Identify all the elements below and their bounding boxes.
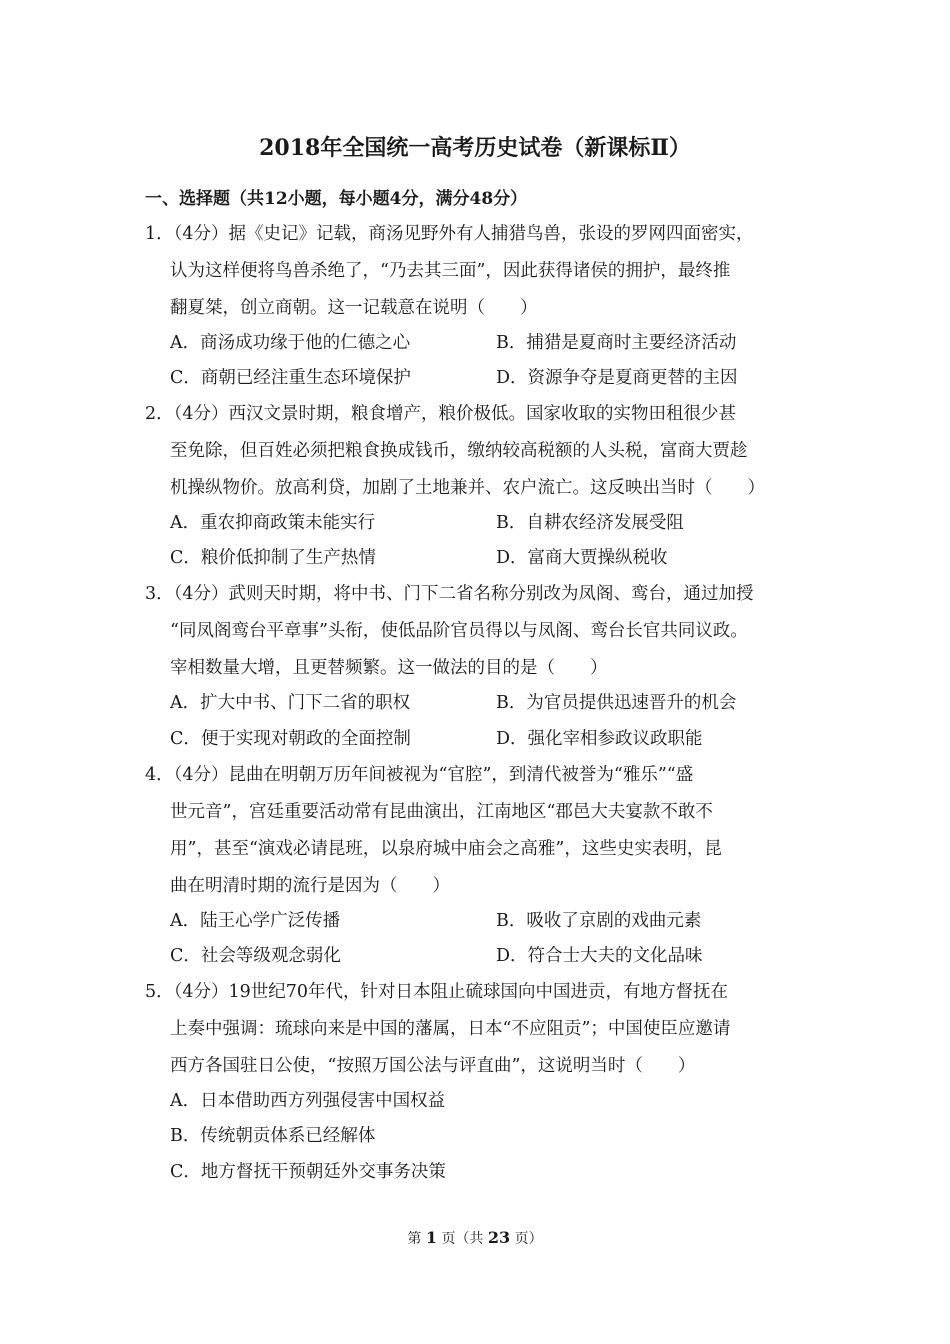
question-1-line-1: 1．（4分）据《史记》记载，商汤见野外有人捕猎鸟兽，张设的罗网四面密实， [145,224,754,244]
question-4-line-2: 世元音”，宫廷重要活动常有昆曲演出，江南地区“郡邑大夫宴款不敢不 [170,802,713,822]
question-5-line-3: 西方各国驻日公使，“按照万国公法与评直曲”，这说明当时（ ） [170,1056,696,1076]
question-2-line-3: 机操纵物价。放高利贷，加剧了土地兼并、农户流亡。这反映出当时（ ） [170,478,765,498]
question-2-option-b[interactable]: B．自耕农经济发展受阻 [496,513,684,533]
page-footer [0,1228,950,1249]
question-5-option-c[interactable]: C．地方督抚干预朝廷外交事务决策 [170,1162,446,1182]
question-3-line-3: 宰相数量大增，且更替频繁。这一做法的目的是（ ） [170,658,608,678]
question-2-option-d[interactable]: D．富商大贾操纵税收 [496,548,668,568]
question-2-option-a[interactable]: A．重农抑商政策未能实行 [170,513,376,533]
question-5-line-2: 上奏中强调：琉球向来是中国的藩属，日本“不应阻贡”；中国使臣应邀请 [170,1019,731,1039]
footer-suffix: 页） [514,1231,543,1247]
question-3-line-1: 3．（4分）武则天时期，将中书、门下二省名称分别改为凤阁、鸾台，通过加授 [145,584,754,604]
question-1-line-3: 翻夏桀，创立商朝。这一记载意在说明（ ） [170,298,538,318]
question-3-line-2: “同凤阁鸾台平章事”头衔，使低品阶官员得以与凤阁、鸾台长官共同议政。 [170,621,748,641]
question-3-option-a[interactable]: A．扩大中书、门下二省的职权 [170,693,411,713]
question-3-option-d[interactable]: D．强化宰相参政议政职能 [496,729,703,749]
question-4-option-a[interactable]: A．陆王心学广泛传播 [170,911,341,931]
question-2-option-c[interactable]: C．粮价低抑制了生产热情 [170,548,376,568]
question-1-option-a[interactable]: A．商汤成功缘于他的仁德之心 [170,333,411,353]
question-4-line-3: 用”，甚至“演戏必请昆班，以泉府城中庙会之高雅”，这些史实表明，昆 [170,839,722,859]
question-2-line-2: 至免除，但百姓必须把粮食换成钱币，缴纳较高税额的人头税，富商大贾趁 [170,441,748,461]
question-1-line-2: 认为这样便将鸟兽杀绝了，“乃去其三面”，因此获得诸侯的拥护，最终推 [170,261,731,281]
footer-page-number: 1 [425,1228,437,1247]
question-3-option-b[interactable]: B．为官员提供迅速晋升的机会 [496,693,737,713]
footer-middle: 页（共 [441,1231,484,1247]
question-5-option-b[interactable]: B．传统朝贡体系已经解体 [170,1126,376,1146]
question-1-option-d[interactable]: D．资源争夺是夏商更替的主因 [496,368,738,388]
question-4-line-4: 曲在明清时期的流行是因为（ ） [170,876,450,896]
question-5-option-a[interactable]: A．日本借助西方列强侵害中国权益 [170,1091,446,1111]
question-3-option-c[interactable]: C．便于实现对朝政的全面控制 [170,729,411,749]
question-4-option-c[interactable]: C．社会等级观念弱化 [170,946,341,966]
footer-prefix: 第 [407,1231,422,1247]
section-header: 一、选择题（共12小题，每小题4分，满分48分） [145,189,528,209]
question-4-option-d[interactable]: D．符合士大夫的文化品味 [496,946,703,966]
page-title: 2018年全国统一高考历史试卷（新课标Ⅱ） [259,135,691,161]
question-1-option-b[interactable]: B．捕猎是夏商时主要经济活动 [496,333,737,353]
question-4-line-1: 4．（4分）昆曲在明朝万历年间被视为“官腔”，到清代被誉为“雅乐”“盛 [145,765,694,785]
question-2-line-1: 2．（4分）西汉文景时期，粮食增产，粮价极低。国家收取的实物田租很少甚 [145,404,737,424]
question-1-option-c[interactable]: C．商朝已经注重生态环境保护 [170,368,411,388]
footer-total-pages: 23 [487,1228,511,1247]
question-4-option-b[interactable]: B．吸收了京剧的戏曲元素 [496,911,702,931]
question-5-line-1: 5．（4分）19世纪70年代，针对日本阻止硫球国向中国进贡，有地方督抚在 [145,982,729,1002]
